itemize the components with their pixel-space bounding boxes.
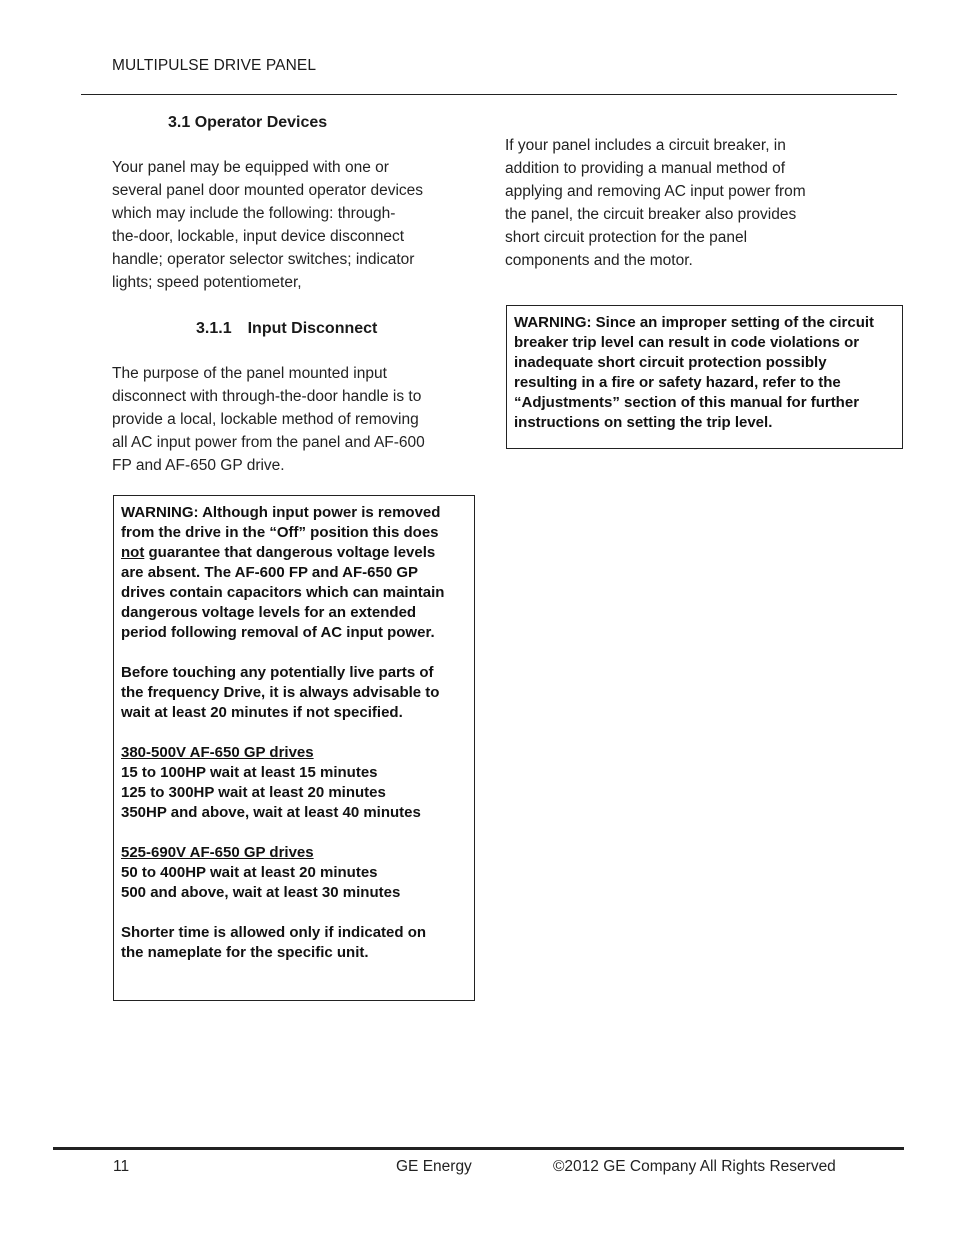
warning-line: wait at least 20 minutes if not specified. — [121, 704, 403, 721]
warning-line: drives contain capacitors which can maintain — [121, 584, 445, 601]
text-line: If your panel includes a circuit breaker, in — [505, 137, 786, 154]
text-line: Your panel may be equipped with one or — [112, 159, 389, 176]
wait-time-line: 50 to 400HP wait at least 20 minutes — [121, 864, 378, 881]
warning-line: dangerous voltage levels for an extended — [121, 604, 417, 621]
warning-line: period following removal of AC input power. — [121, 624, 435, 641]
page-number: 11 — [113, 1158, 130, 1175]
intro-paragraph — [112, 156, 457, 294]
warning-text — [121, 503, 471, 963]
warning-line: from the drive in the “Off” position this does — [121, 524, 439, 541]
warning-line: are absent. The AF-600 FP and AF-650 GP — [121, 564, 419, 581]
warning-line: Before touching any potentially live parts of — [121, 664, 434, 681]
breaker-paragraph — [505, 134, 850, 272]
subsection-title: Input Disconnect — [247, 320, 378, 337]
text-line: lights; speed potentiometer, — [112, 274, 302, 291]
warning-line: WARNING: Although input power is removed — [121, 504, 441, 521]
header-divider — [81, 94, 897, 95]
warning-line: the frequency Drive, it is always advisable to — [121, 684, 440, 701]
warning-box-disconnect — [113, 495, 475, 1001]
page-header-title: MULTIPULSE DRIVE PANEL — [112, 57, 317, 74]
text-line: handle; operator selector switches; indicator — [112, 251, 415, 268]
text-line: applying and removing AC input power from — [505, 183, 806, 200]
footer-divider — [53, 1147, 904, 1150]
drive-group-title: 525-690V AF-650 GP drives — [121, 844, 314, 861]
wait-time-line: 15 to 100HP wait at least 15 minutes — [121, 764, 378, 781]
wait-time-line: 350HP and above, wait at least 40 minutes — [121, 804, 421, 821]
footer-company: GE Energy — [396, 1158, 472, 1175]
warning-text — [514, 313, 900, 433]
text-line: provide a local, lockable method of removing — [112, 411, 419, 428]
text-line: all AC input power from the panel and AF-600 — [112, 434, 425, 451]
subsection-heading — [196, 320, 377, 338]
warning-line: Shorter time is allowed only if indicated on — [121, 924, 427, 941]
warning-line — [121, 543, 471, 563]
wait-time-line: 125 to 300HP wait at least 20 minutes — [121, 784, 386, 801]
text-line: components and the motor. — [505, 252, 693, 269]
text-line: the-door, lockable, input device disconnect — [112, 228, 405, 245]
subsection-number: 3.1.1 — [196, 320, 232, 337]
purpose-paragraph — [112, 362, 457, 477]
warning-line: breaker trip level can result in code violations or — [514, 334, 860, 351]
text-line: disconnect with through-the-door handle is to — [112, 388, 422, 405]
warning-line: WARNING: Since an improper setting of the circuit — [514, 314, 875, 331]
warning-line-rest: guarantee that dangerous voltage levels — [144, 544, 436, 561]
warning-line: the nameplate for the specific unit. — [121, 944, 369, 961]
text-line: addition to providing a manual method of — [505, 160, 786, 177]
text-line: the panel, the circuit breaker also provides — [505, 206, 797, 223]
drive-group-title: 380-500V AF-650 GP drives — [121, 744, 314, 761]
text-line: several panel door mounted operator devices — [112, 182, 424, 199]
warning-line: “Adjustments” section of this manual for further — [514, 394, 860, 411]
text-line: short circuit protection for the panel — [505, 229, 748, 246]
warning-line: inadequate short circuit protection possibly — [514, 354, 827, 371]
underlined-word: not — [121, 544, 145, 561]
wait-time-line: 500 and above, wait at least 30 minutes — [121, 884, 401, 901]
text-line: FP and AF-650 GP drive. — [112, 457, 285, 474]
footer-copyright: ©2012 GE Company All Rights Reserved — [553, 1158, 836, 1175]
text-line: which may include the following: through- — [112, 205, 396, 222]
warning-line: resulting in a fire or safety hazard, refer to the — [514, 374, 841, 391]
warning-box-breaker — [506, 305, 903, 449]
section-heading: 3.1 Operator Devices — [168, 114, 328, 131]
warning-line: instructions on setting the trip level. — [514, 414, 773, 431]
text-line: The purpose of the panel mounted input — [112, 365, 387, 382]
